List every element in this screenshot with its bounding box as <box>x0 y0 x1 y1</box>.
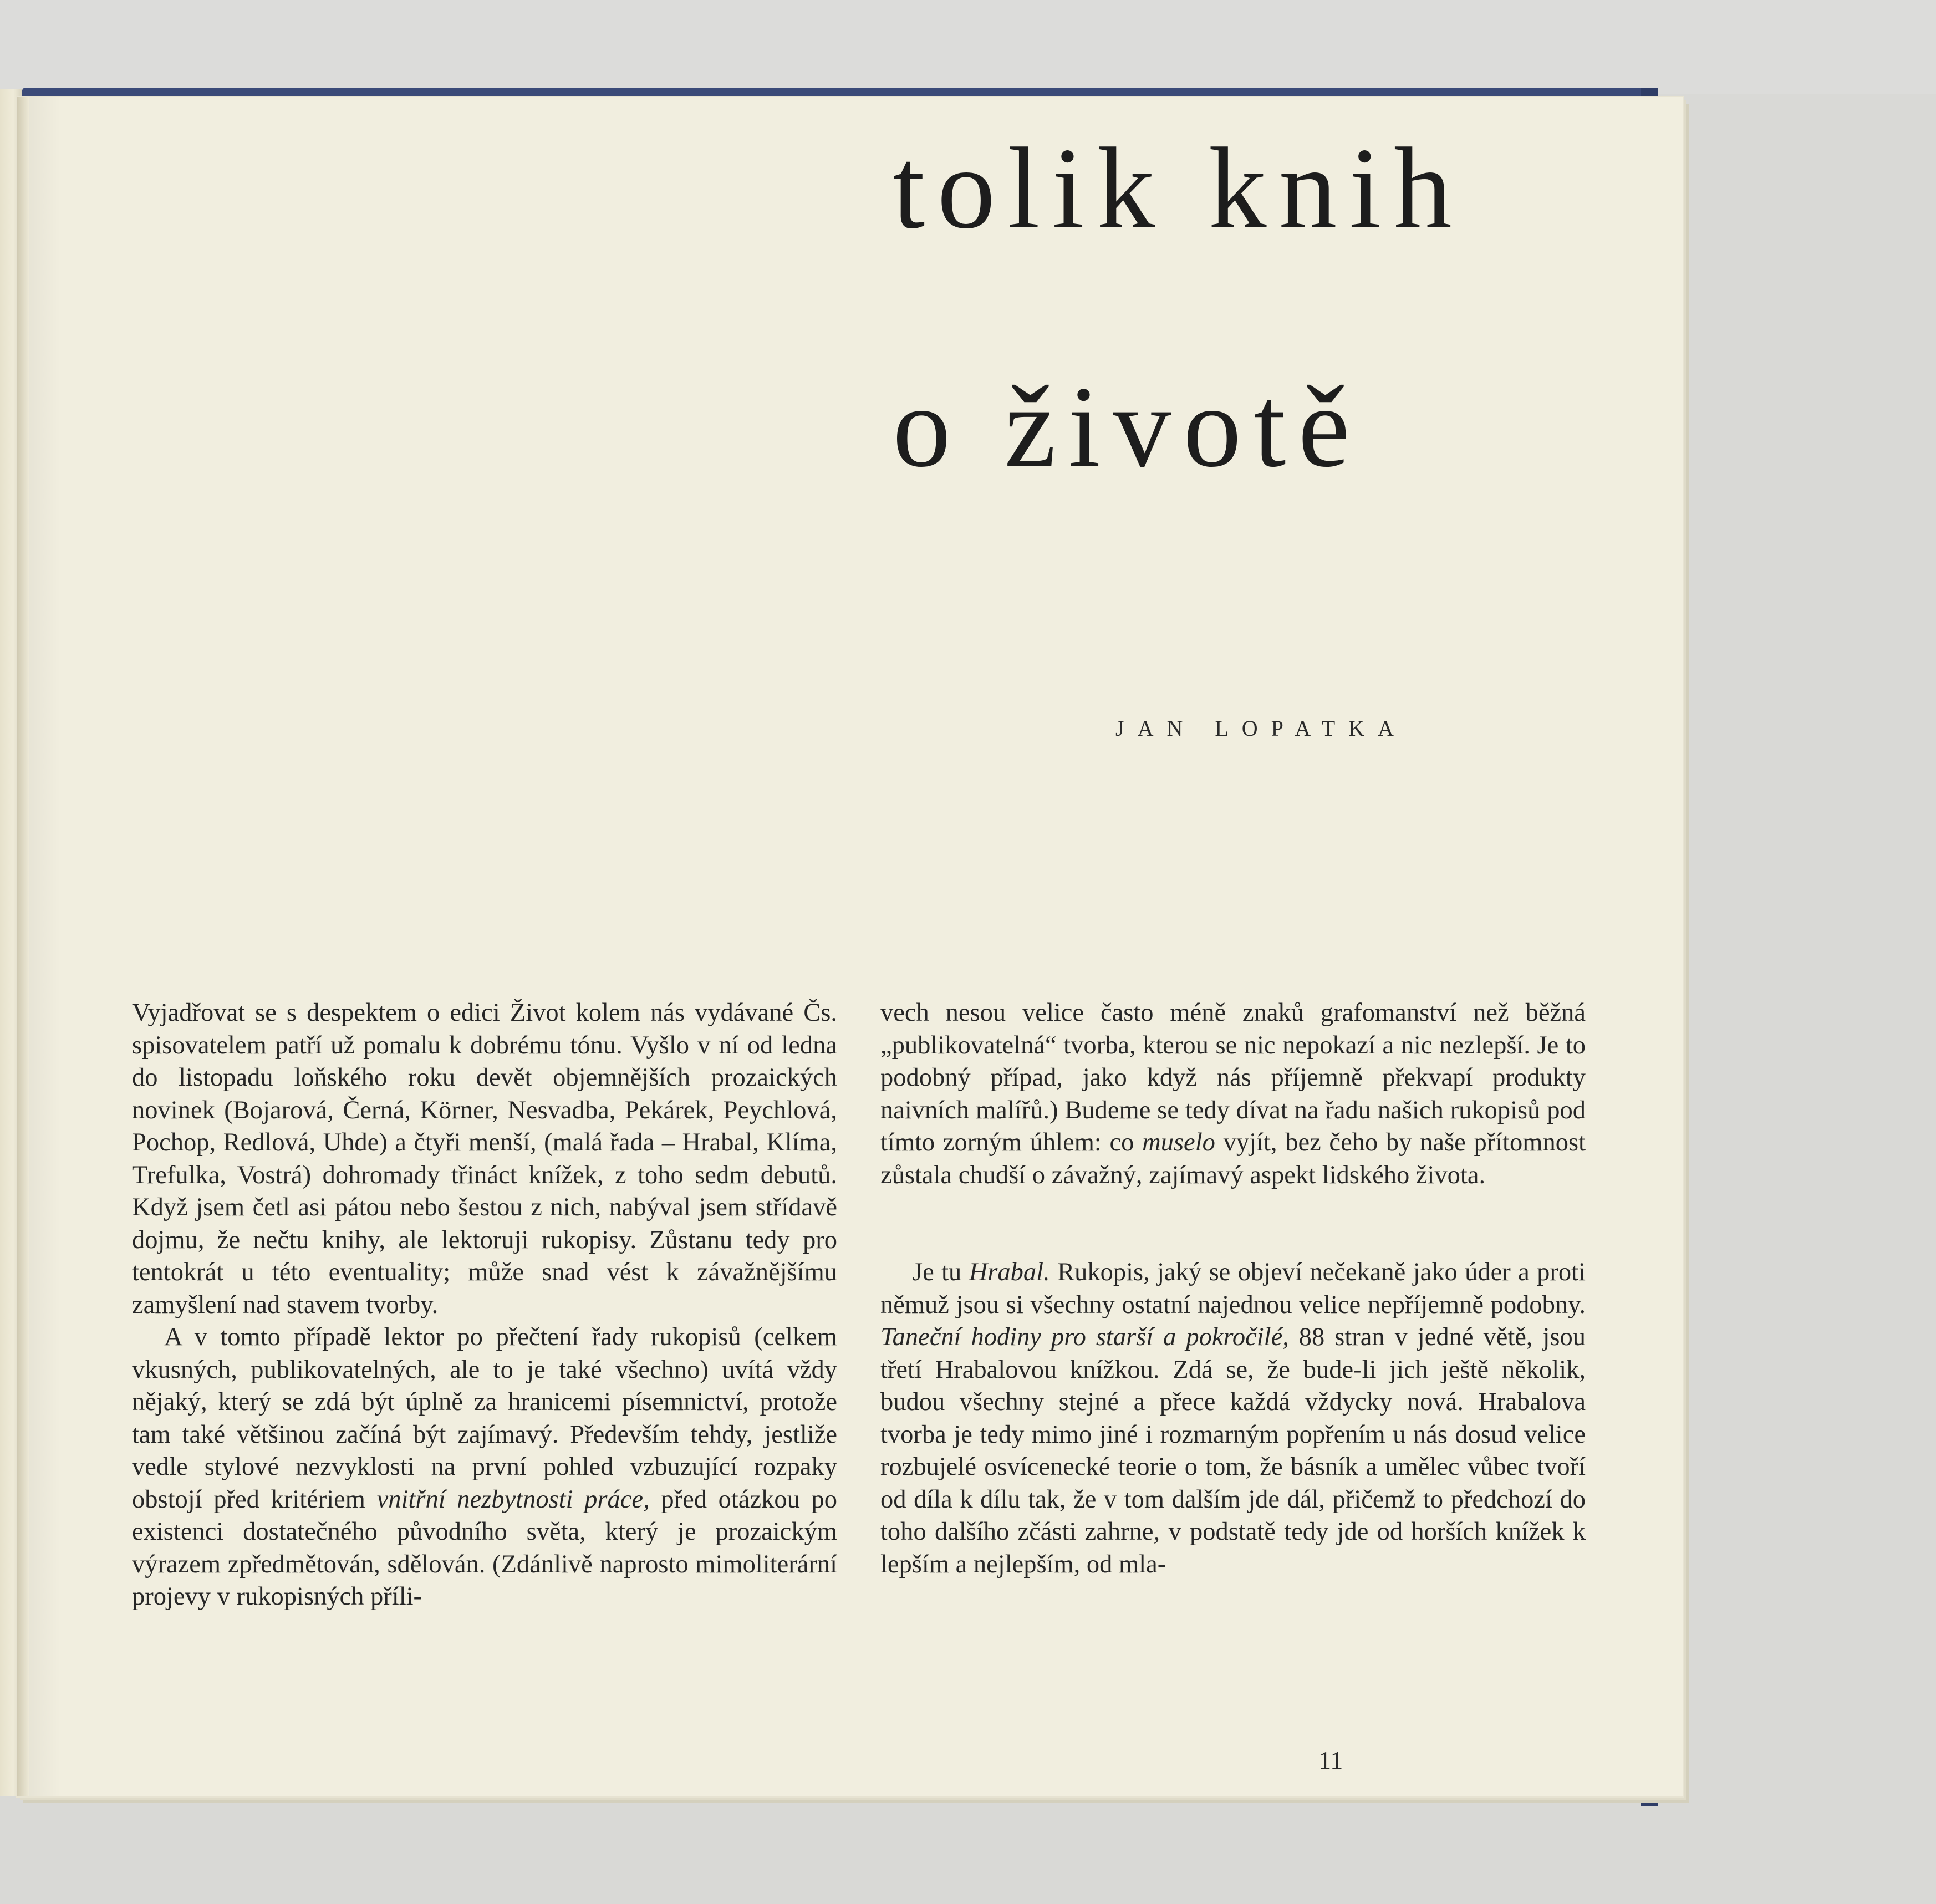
paragraph <box>880 997 1586 1192</box>
italic-emphasis: Hrabal. <box>969 1258 1050 1286</box>
text-run: vech nesou velice často méně znaků grafomanství než běžná „publikovatelná“ tvorba, kterou se nic nepokazí a nic nezlepší. Je to podobný případ, jako když nás příjemně překvapí produkty naivních malířů.) Budeme se tedy dívat na řadu našich rukopisů pod tímto zorným úhlem: co <box>880 999 1586 1157</box>
paragraph <box>132 1321 837 1613</box>
article-title-line-2: o životě <box>893 363 1362 491</box>
paragraph: Vyjadřovat se s despektem o edici Život kolem nás vydávané Čs. spisovatelem patří už pomalu k dobrému tónu. Vyšlo v ní od ledna do listopadu loňského roku devět objemnějších prozaických novinek (Bojarová, Černá, Körner, Nesvadba, Pekárek, Peychlová, Pochop, Redlová, Uhde) a čtyři menší, (malá řada – Hrabal, Klíma, Trefulka, Vostrá) dohromady třináct knížek, z toho sedm debutů. Když jsem četl asi pátou nebo šestou z nich, nabýval jsem střídavě dojmu, že nečtu knihy, ale lektoruji rukopisy. Zůstanu tedy pro tentokrát u této eventuality; může snad vést k závažnějšímu zamyšlení nad stavem tvorby. <box>132 999 837 1319</box>
background <box>0 0 1936 94</box>
paragraph <box>880 1256 1586 1581</box>
page-number: 11 <box>1318 1746 1343 1774</box>
italic-emphasis: muselo <box>1142 1128 1215 1157</box>
text-run: před otázkou po existenci dostatečného původního světa, který je prozaickým výrazem zpředmětován, sdělován. (Zdánlivě naprosto mimoliterární projevy v rukopisných příli- <box>132 1485 837 1611</box>
text-column-left <box>132 997 837 1613</box>
italic-emphasis: vnitřní nezbytnosti práce, <box>376 1485 650 1514</box>
text-run: A v tomto případě lektor po přečtení řady rukopisů (celkem vkusných, publikovatelných, ale to je také všechno) uvítá vždy nějaký, který se zdá být úplně za hranicemi písemnictví, protože tam také většinou začíná být zajímavý. Především tehdy, jestliže vedle stylové nezvyklosti na první pohled vzbuzující rozpaky obstojí před kritériem <box>132 1323 837 1514</box>
author-name: JAN LOPATKA <box>1115 716 1407 741</box>
text-run: Je tu <box>913 1258 969 1286</box>
text-run: Rukopis, jaký se objeví nečekaně jako úder a proti němuž jsou si všechny ostatní najednou velice nepříjemně podobny. <box>880 1258 1586 1319</box>
text-run: vyjít, bez čeho by naše přítomnost zůstala chudší o závažný, zajímavý aspekt lidského života. <box>880 1128 1586 1189</box>
text-column-right <box>880 997 1586 1581</box>
text-run: 88 stran v jedné větě, jsou třetí Hrabalovou knížkou. Zdá se, že bude-li jich ještě několik, budou všechny stejné a přece každá vždycky nová. Hrabalova tvorba je tedy mimo jiné i rozmarným popřením u nás dosud velice rozbujelé osvícenecké teorie o tom, že básník a umělec vůbec tvoří od díla k dílu tak, že v tom dalším jde dál, přičemž to předchozí do toho dalšího zčásti zahrne, v podstatě tedy jde od horších knížek k lepším a nejlepším, od mla- <box>880 1323 1586 1579</box>
page-gutter <box>17 97 29 1796</box>
italic-emphasis: Taneční hodiny pro starší a pokročilé, <box>880 1323 1289 1351</box>
article-title-line-1: tolik knih <box>893 124 1464 253</box>
